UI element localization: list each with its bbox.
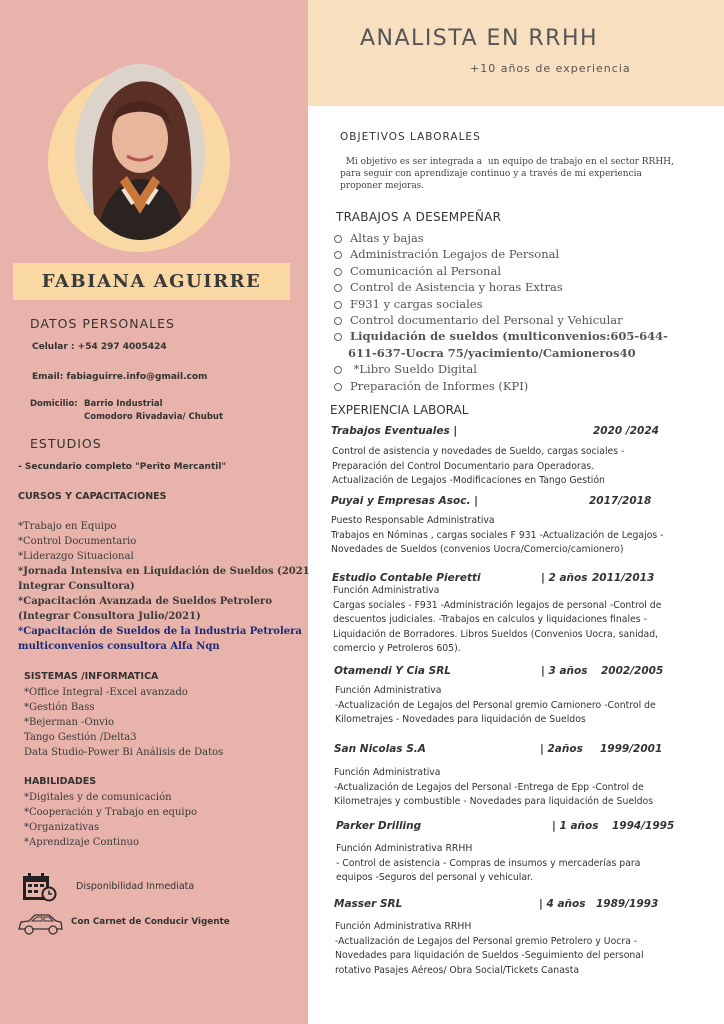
trabajos-heading: TRABAJOS A DESEMPEÑAR	[336, 210, 502, 224]
job-duration: | 2años	[540, 743, 583, 755]
sistemas-heading: SISTEMAS /INFORMATICA	[24, 671, 159, 682]
objetivos-line: para seguir con aprendizaje continuo y a través de mi experiencia	[340, 169, 642, 179]
cursos-heading: CURSOS Y CAPACITACIONES	[18, 491, 167, 502]
list-item: *Liderazgo Situacional	[18, 551, 134, 562]
job-description	[335, 684, 656, 728]
job-duration: | 4 años	[539, 898, 586, 910]
job-line: Kilometrajes y combustible - Novedades para liquidación de Sueldos	[334, 796, 654, 808]
list-item: Control de Asistencia y horas Extras	[334, 279, 668, 295]
job-description	[333, 584, 661, 657]
list-item: 611-637-Uocra 75/yacimiento/Camioneros40	[348, 345, 636, 360]
job-period: 2002/2005	[601, 665, 664, 677]
job-period: 2020 /2024	[593, 425, 659, 437]
habilidades-heading: HABILIDADES	[24, 776, 97, 787]
list-item: Control documentario del Personal y Vehicular	[334, 312, 668, 328]
job-period: 1999/2001	[600, 743, 663, 755]
sistemas-list	[24, 685, 223, 760]
objetivos-line: proponer mejoras.	[340, 181, 425, 191]
job-line: Cargas sociales - F931 -Administración legajos de personal -Control de	[333, 599, 662, 611]
list-item: *Trabajo en Equipo	[18, 521, 117, 532]
list-item: Preparación de Informes (KPI)	[334, 378, 668, 394]
list-item: *Gestión Bass	[24, 702, 95, 713]
list-item: Liquidación de sueldos (multiconvenios:605-644-	[334, 328, 668, 344]
list-item: *Control Documentario	[18, 536, 137, 547]
job-line: descuentos judiciales. -Trabajos en calculos y liquidaciones finales -	[333, 614, 647, 626]
car-icon	[16, 910, 64, 942]
job-line: Liquidación de Borradores. Libros Sueldos (Convenios Uocra, sanidad,	[333, 628, 659, 640]
job-line: Función Administrativa	[333, 585, 440, 596]
job-line: Función Administrativa	[335, 685, 442, 696]
list-item: (Integrar Consultora Julio/2021)	[18, 611, 201, 622]
job-title: ANALISTA EN RRHH	[360, 26, 599, 51]
carnet: Con Carnet de Conducir Vigente	[71, 917, 230, 927]
disponibilidad: Disponibilidad Inmediata	[76, 881, 195, 892]
list-item: *Jornada Intensiva en Liquidación de Sueldos (2021	[18, 566, 310, 577]
cursos-list	[18, 519, 310, 654]
job-period: 1994/1995	[612, 820, 675, 832]
list-item: *Bejerman -Onvio	[24, 717, 115, 728]
list-item: Administración Legajos de Personal	[334, 246, 668, 262]
habilidades-list	[24, 790, 197, 850]
address-line-1: Barrio Industrial	[84, 399, 163, 409]
job-line: -Actualización de Legajos del Personal gremio Petrolero y Uocra -	[335, 935, 638, 947]
job-line: Función Administrativa	[334, 767, 441, 778]
job-period: 1989/1993	[596, 898, 659, 910]
job-description	[332, 445, 624, 489]
list-item: Comunicación al Personal	[334, 263, 668, 279]
datos-heading: DATOS PERSONALES	[30, 316, 175, 331]
job-line: Novedades para liquidación de Sueldos -Seguimiento del personal	[335, 950, 644, 962]
objetivos-text	[340, 156, 674, 192]
email: Email: fabiaguirre.info@gmail.com	[32, 372, 208, 382]
objetivos-heading: OBJETIVOS LABORALES	[340, 131, 481, 143]
job-company: Puyai y Empresas Asoc. |	[331, 495, 478, 507]
header-band	[308, 0, 724, 106]
experiencia-heading: EXPERIENCIA LABORAL	[330, 403, 469, 417]
list-item: *Capacitación de Sueldos de la Industria Petrolera	[18, 626, 302, 637]
job-company: Masser SRL	[334, 898, 403, 910]
list-item: *Organizativas	[24, 822, 100, 833]
job-line: Función Administrativa RRHH	[336, 843, 473, 854]
job-line: comercio y Petroleros 605).	[333, 643, 461, 655]
job-line: rotativo Pasajes Aéreos/ Obra Social/Tickets Canasta	[335, 964, 580, 976]
phone: Celular : +54 297 4005424	[32, 342, 167, 352]
experience-years: +10 años de experiencia	[470, 62, 631, 75]
job-duration: | 1 años	[552, 820, 599, 832]
list-item: *Capacitación Avanzada de Sueldos Petrolero	[18, 596, 272, 607]
job-description	[335, 920, 644, 978]
list-item: *Digitales y de comunicación	[24, 792, 172, 803]
list-item: Altas y bajas	[334, 230, 668, 246]
list-item: *Aprendizaje Continuo	[24, 837, 140, 848]
job-line: Trabajos en Nóminas , cargas sociales F 931 -Actualización de Legajos -	[331, 529, 664, 541]
job-company: Otamendi Y Cia SRL	[334, 665, 451, 677]
job-company: Parker Drilling	[336, 820, 422, 832]
job-description	[334, 766, 653, 810]
job-company: Estudio Contable Pieretti	[332, 572, 481, 584]
job-company: Trabajos Eventuales |	[331, 425, 458, 437]
objetivos-line: Mi objetivo es ser integrada a un equipo de trabajo en el sector RRHH,	[340, 157, 674, 167]
person-name: FABIANA AGUIRRE	[41, 271, 262, 292]
job-description	[331, 514, 664, 558]
job-line: equipos -Seguros del personal y vehicular.	[336, 872, 533, 884]
job-line: Control de asistencia y novedades de Sueldo, cargas sociales -	[332, 446, 625, 457]
list-item: *Libro Sueldo Digital	[334, 361, 668, 377]
job-line: Actualización de Legajos -Modificaciones en Tango Gestión	[332, 475, 605, 487]
list-item: multiconvenios consultora Alfa Nqn	[18, 641, 220, 652]
job-line: Kilometrajes - Novedades para liquidación de Sueldos	[335, 714, 586, 726]
job-line: Novedades de Sueldos (convenios Uocra/Comercio/camionero)	[331, 544, 624, 556]
address-line-2: Comodoro Rivadavia/ Chubut	[84, 412, 224, 422]
address-label: Domicilio:	[30, 399, 78, 409]
list-item: Integrar Consultora)	[18, 581, 135, 592]
list-item: *Cooperación y Trabajo en equipo	[24, 807, 198, 818]
job-duration: | 2 años	[541, 572, 588, 584]
job-duration: | 3 años	[541, 665, 588, 677]
trabajos-list	[334, 230, 668, 394]
list-item: *Office Integral -Excel avanzado	[24, 687, 188, 698]
job-period: 2017/2018	[589, 495, 652, 507]
job-line: -Actualización de Legajos del Personal gremio Camionero -Control de	[335, 699, 656, 711]
job-period: 2011/2013	[592, 572, 655, 584]
job-line: Puesto Responsable Administrativa	[331, 515, 495, 526]
job-line: Preparación del Control Documentario para Operadoras.	[332, 460, 595, 472]
list-item: Tango Gestión /Delta3	[24, 732, 137, 743]
job-description	[336, 842, 640, 886]
profile-photo	[75, 64, 205, 240]
list-item: Data Studio-Power Bi Análisis de Datos	[24, 747, 224, 758]
calendar-icon	[22, 871, 58, 907]
job-line: Función Administrativa RRHH	[335, 921, 472, 932]
job-company: San Nicolas S.A	[334, 743, 426, 755]
estudios-item: - Secundario completo "Perito Mercantil"	[18, 462, 227, 472]
job-line: - Control de asistencia - Compras de insumos y mercaderías para	[336, 857, 641, 869]
estudios-heading: ESTUDIOS	[30, 436, 102, 451]
job-line: -Actualización de Legajos del Personal -Entrega de Epp -Control de	[334, 781, 644, 793]
list-item: F931 y cargas sociales	[334, 296, 668, 312]
